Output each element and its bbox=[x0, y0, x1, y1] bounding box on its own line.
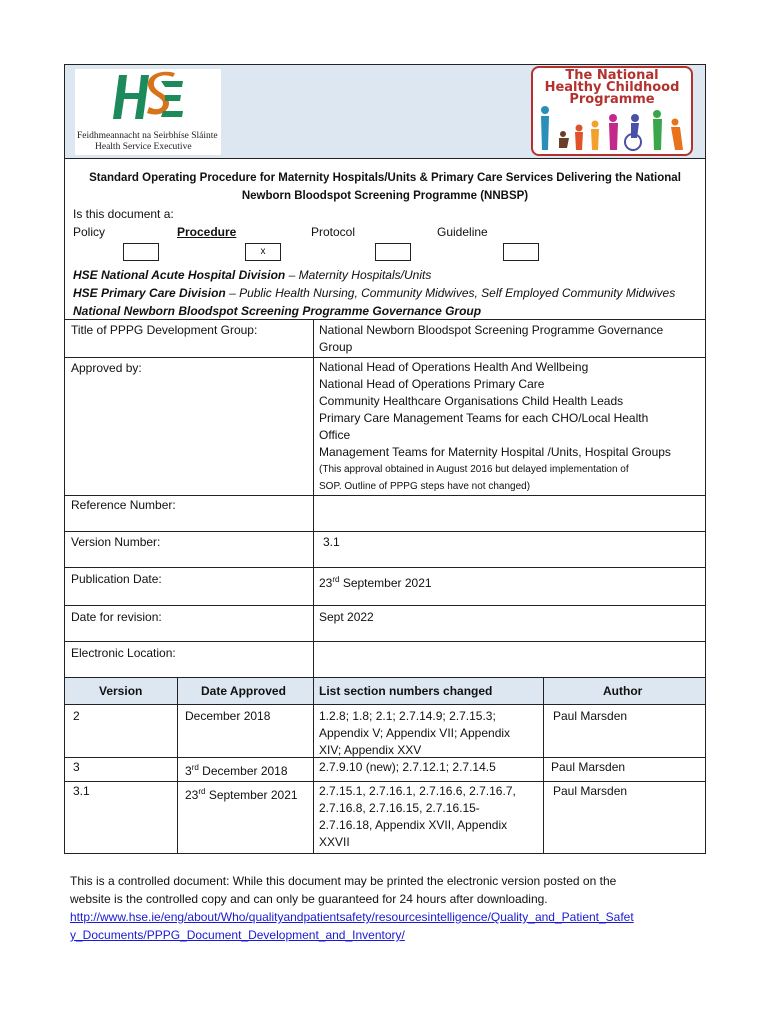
row-date-day: 23 bbox=[185, 788, 199, 802]
title-line2: Newborn Bloodspot Screening Programme (NNBSP) bbox=[241, 190, 529, 202]
row-date-rest: December 2018 bbox=[198, 764, 288, 778]
protocol-checkbox[interactable] bbox=[375, 243, 411, 261]
author-column-header: Author bbox=[603, 684, 643, 698]
version-table-header bbox=[65, 677, 705, 705]
guideline-checkbox[interactable] bbox=[503, 243, 539, 261]
controlled-document-note bbox=[70, 872, 710, 944]
revision-date-row bbox=[65, 605, 705, 641]
date-col-divider bbox=[313, 677, 314, 853]
row-change-line: 2.7.16.18, Appendix XVII, Appendix bbox=[319, 818, 508, 832]
row-separator bbox=[65, 781, 705, 782]
option-protocol: Protocol bbox=[311, 225, 356, 239]
publication-day-suffix: rd bbox=[332, 575, 340, 584]
row-change-line: 1.2.8; 1.8; 2.1; 2.7.14.9; 2.7.15.3; bbox=[319, 709, 496, 723]
row-change-line: 2.7.16.8, 2.7.16.15, 2.7.16.15- bbox=[319, 801, 480, 815]
publication-day: 23 bbox=[319, 576, 333, 590]
family-figures-icon bbox=[535, 104, 691, 154]
row-changes: 2.7.9.10 (new); 2.7.12.1; 2.7.14.5 bbox=[319, 760, 496, 774]
approval-note-1: (This approval obtained in August 2016 but delayed implementation of bbox=[319, 464, 629, 475]
hse-caption-irish: Feidhmeannacht na Seirbhíse Sláinte bbox=[77, 131, 218, 141]
hse-caption bbox=[75, 131, 221, 153]
publication-date-row bbox=[65, 567, 705, 605]
row-change-line: 2.7.15.1, 2.7.16.1, 2.7.16.6, 2.7.16.7, bbox=[319, 784, 516, 798]
row-date: December 2018 bbox=[185, 709, 271, 723]
footer-link-line1: http://www.hse.ie/eng/about/Who/qualityandpatientsafety/resourcesintelligence/Quality_and_Patient_Safet bbox=[70, 910, 634, 924]
row-author: Paul Marsden bbox=[553, 709, 628, 723]
document-title bbox=[65, 169, 705, 205]
changes-col-divider bbox=[543, 677, 544, 853]
row-separator bbox=[65, 757, 705, 758]
doc-type-question: Is this document a: bbox=[73, 207, 174, 221]
row-version: 3.1 bbox=[73, 784, 90, 798]
title-of-group-value-1: National Newborn Bloodspot Screening Programme Governance bbox=[319, 323, 664, 337]
nnbsp-group-name: National Newborn Bloodspot Screening Programme Governance Group bbox=[73, 304, 482, 318]
version-col-divider bbox=[177, 677, 178, 853]
option-policy: Policy bbox=[73, 225, 106, 239]
acute-division-name: HSE National Acute Hospital Division bbox=[73, 268, 286, 282]
nhcp-line3: Programme bbox=[569, 92, 655, 107]
date-approved-column-header: Date Approved bbox=[201, 684, 286, 698]
procedure-check-mark: x bbox=[260, 246, 266, 257]
footer-link-line2: y_Documents/PPPG_Document_Development_and_Inventory/ bbox=[70, 928, 405, 942]
primary-division-detail: – Public Health Nursing, Community Midwives, Self Employed Community Midwives bbox=[225, 286, 676, 300]
row-date-suffix: rd bbox=[198, 787, 206, 796]
approval-note-2: SOP. Outline of PPPG steps have not changed) bbox=[319, 481, 531, 492]
nnbsp-group-line bbox=[73, 302, 481, 320]
hse-logo bbox=[75, 69, 221, 155]
option-guideline: Guideline bbox=[437, 225, 488, 239]
row-author: Paul Marsden bbox=[551, 760, 626, 774]
pppg-inventory-link[interactable] bbox=[70, 908, 710, 944]
row-author: Paul Marsden bbox=[553, 784, 628, 798]
nhcp-logo bbox=[531, 66, 693, 156]
procedure-checkbox[interactable] bbox=[245, 243, 281, 261]
version-number-row bbox=[65, 531, 705, 567]
publication-date-value bbox=[319, 571, 432, 592]
nhcp-line1: The National bbox=[565, 68, 659, 83]
version-number-label: Version Number: bbox=[71, 535, 161, 549]
version-column-header: Version bbox=[99, 684, 143, 698]
row-date-day: 3 bbox=[185, 764, 192, 778]
option-procedure: Procedure bbox=[177, 225, 237, 239]
electronic-location-label: Electronic Location: bbox=[71, 646, 176, 660]
row-version: 2 bbox=[73, 709, 80, 723]
hse-mark-icon bbox=[113, 71, 183, 123]
title-of-group-label: Title of PPPG Development Group: bbox=[71, 323, 258, 337]
nhcp-title bbox=[533, 70, 691, 106]
approver-line: Community Healthcare Organisations Child Health Leads bbox=[319, 394, 624, 408]
row-date-suffix: rd bbox=[191, 763, 199, 772]
reference-number-label: Reference Number: bbox=[71, 498, 176, 512]
approver-line: National Head of Operations Primary Care bbox=[319, 377, 545, 391]
row-changes bbox=[319, 708, 510, 759]
title-of-group-value bbox=[319, 322, 663, 356]
footer-line1: This is a controlled document: While this document may be printed the electronic version posted on the bbox=[70, 874, 617, 888]
row-date bbox=[185, 759, 288, 780]
title-line1: Standard Operating Procedure for Maternity Hospitals/Units & Primary Care Services Delivering the National bbox=[89, 172, 681, 184]
policy-checkbox[interactable] bbox=[123, 243, 159, 261]
acute-division-line bbox=[73, 266, 431, 284]
footer-line2: website is the controlled copy and can only be guaranteed for 24 hours after downloading. bbox=[70, 892, 548, 906]
title-of-group-value-2: Group bbox=[319, 340, 353, 354]
electronic-location-row bbox=[65, 641, 705, 677]
row-changes bbox=[319, 783, 516, 851]
approver-line: Primary Care Management Teams for each CHO/Local Health bbox=[319, 411, 649, 425]
version-number-value: 3.1 bbox=[323, 535, 340, 549]
approved-by-row bbox=[65, 357, 705, 497]
reference-number-row bbox=[65, 495, 705, 531]
approver-line: Management Teams for Maternity Hospital /Units, Hospital Groups bbox=[319, 445, 671, 459]
title-of-group-row bbox=[65, 319, 705, 357]
row-date-rest: September 2021 bbox=[205, 788, 298, 802]
document-frame bbox=[64, 64, 706, 854]
logo-header bbox=[65, 65, 705, 159]
primary-division-name: HSE Primary Care Division bbox=[73, 286, 226, 300]
approver-line: National Head of Operations Health And Wellbeing bbox=[319, 360, 589, 374]
revision-date-label: Date for revision: bbox=[71, 610, 162, 624]
approved-by-label: Approved by: bbox=[71, 361, 142, 375]
publication-date-label: Publication Date: bbox=[71, 572, 162, 586]
approved-by-value bbox=[319, 359, 671, 495]
nhcp-line2: Healthy Childhood bbox=[544, 80, 680, 95]
publication-month-year: September 2021 bbox=[339, 576, 432, 590]
row-version: 3 bbox=[73, 760, 80, 774]
approver-line: Office bbox=[319, 428, 351, 442]
row-change-line: Appendix V; Appendix VII; Appendix bbox=[319, 726, 511, 740]
primary-division-line bbox=[73, 284, 675, 302]
row-date bbox=[185, 783, 298, 804]
hse-caption-english: Health Service Executive bbox=[95, 142, 192, 152]
changes-column-header: List section numbers changed bbox=[319, 684, 493, 698]
revision-date-value: Sept 2022 bbox=[319, 610, 374, 624]
row-change-line: XXVII bbox=[319, 835, 350, 849]
row-change-line: XIV; Appendix XXV bbox=[319, 743, 422, 757]
acute-division-detail: – Maternity Hospitals/Units bbox=[285, 268, 432, 282]
